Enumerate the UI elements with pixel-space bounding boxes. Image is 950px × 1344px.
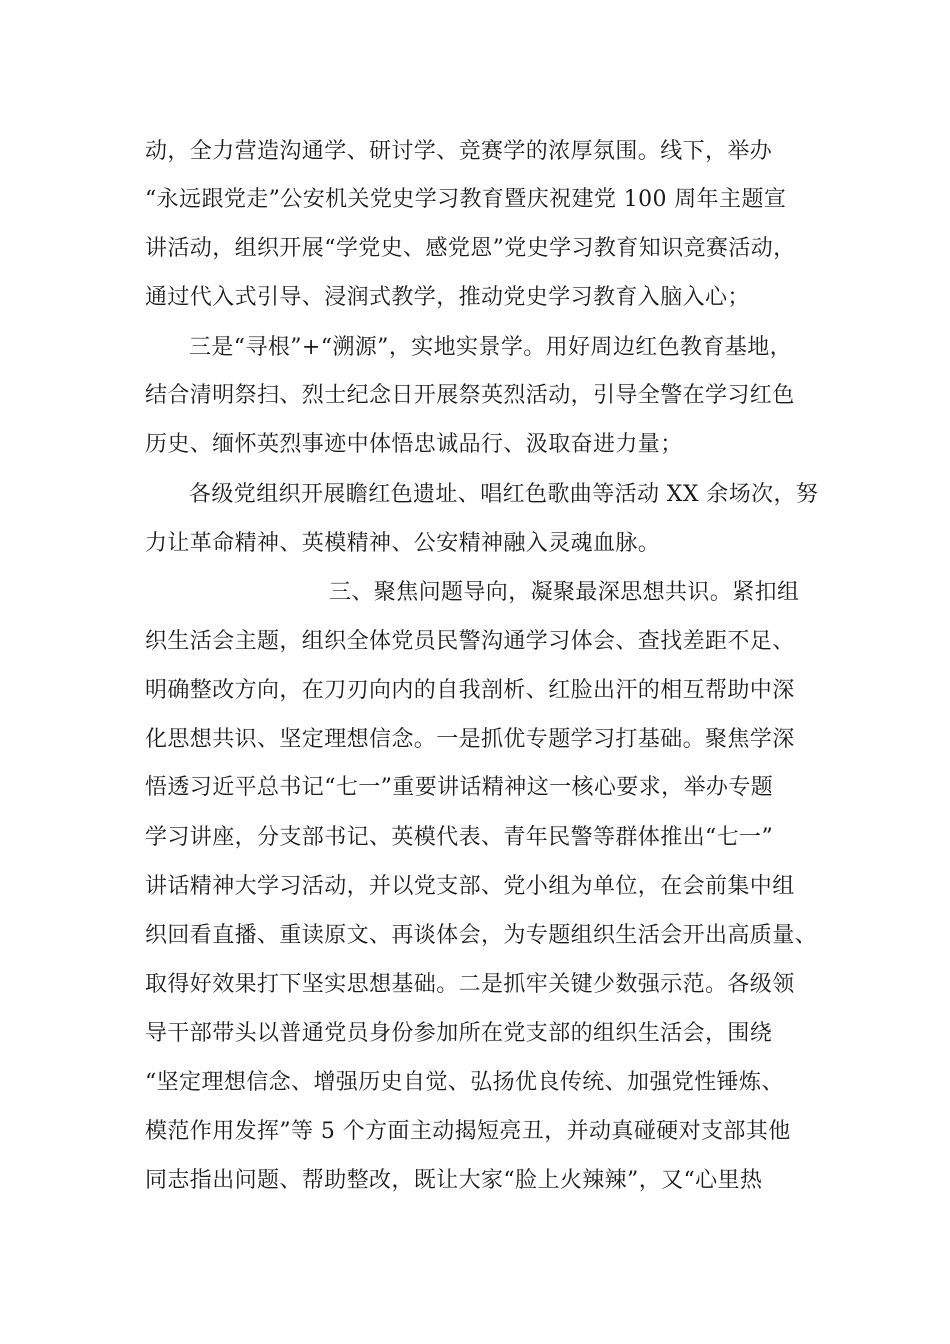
body-text-line: 讲话精神大学习活动，并以党支部、党小组为单位，在会前集中组 [145, 874, 795, 899]
body-text-line: 明确整改方向，在刀刃向内的自我剖析、红脸出汗的相互帮助中深 [145, 678, 795, 703]
body-text-line: 历史、缅怀英烈事迹中体悟忠诚品行、汲取奋进力量； [145, 432, 683, 457]
section-heading-line: 三、聚焦问题导向，凝聚最深思想共识。紧扣组 [329, 580, 800, 605]
body-text-line: 结合清明祭扫、烈士纪念日开展祭英烈活动，引导全警在学习红色 [145, 383, 795, 408]
body-text-line: 同志指出问题、帮助整改，既让大家“脸上火辣辣”，又“心里热 [145, 1168, 763, 1193]
body-text-line: 织回看直播、重读原文、再谈体会，为专题组织生活会开出高质量、 [145, 923, 818, 948]
body-text-line: 织生活会主题，组织全体党员民警沟通学习体会、查找差距不足、 [145, 629, 795, 654]
body-text-line: 通过代入式引导、浸润式教学，推动党史学习教育入脑入心； [145, 285, 750, 310]
body-text-line: 导干部带头以普通党员身份参加所在党支部的组织生活会，围绕 [145, 1021, 773, 1046]
body-text-line: 力让革命精神、英模精神、公安精神融入灵魂血脉。 [145, 531, 661, 556]
paragraph-first-line: 三是“寻根”+“溯源”，实地实景学。用好周边红色教育基地， [189, 335, 793, 360]
body-text-line: 学习讲座，分支部书记、英模代表、青年民警等群体推出“七一” [145, 825, 774, 850]
body-text-line: 讲活动，组织开展“学党史、感党恩”党史学习教育知识竞赛活动， [145, 236, 796, 261]
body-text-line: 悟透习近平总书记“七一”重要讲话精神这一核心要求，举办专题 [145, 775, 774, 800]
body-text-line: “坚定理想信念、增强历史自觉、弘扬优良传统、加强党性锤炼、 [145, 1070, 784, 1095]
paragraph-first-line: 各级党组织开展瞻红色遗址、唱红色歌曲等活动 XX 余场次，努 [189, 482, 819, 507]
body-text-line: 取得好效果打下坚实思想基础。二是抓牢关键少数强示范。各级领 [145, 972, 795, 997]
body-text-line: “永远跟党走”公安机关党史学习教育暨庆祝建党 100 周年主题宣 [145, 187, 787, 212]
body-text-line: 化思想共识、坚定理想信念。一是抓优专题学习打基础。聚焦学深 [145, 727, 795, 752]
body-text-line: 模范作用发挥”等 5 个方面主动揭短亮丑，并动真碰硬对支部其他 [145, 1119, 791, 1144]
body-text-line: 动，全力营造沟通学、研讨学、竞赛学的浓厚氛围。线下，举办 [145, 139, 773, 164]
